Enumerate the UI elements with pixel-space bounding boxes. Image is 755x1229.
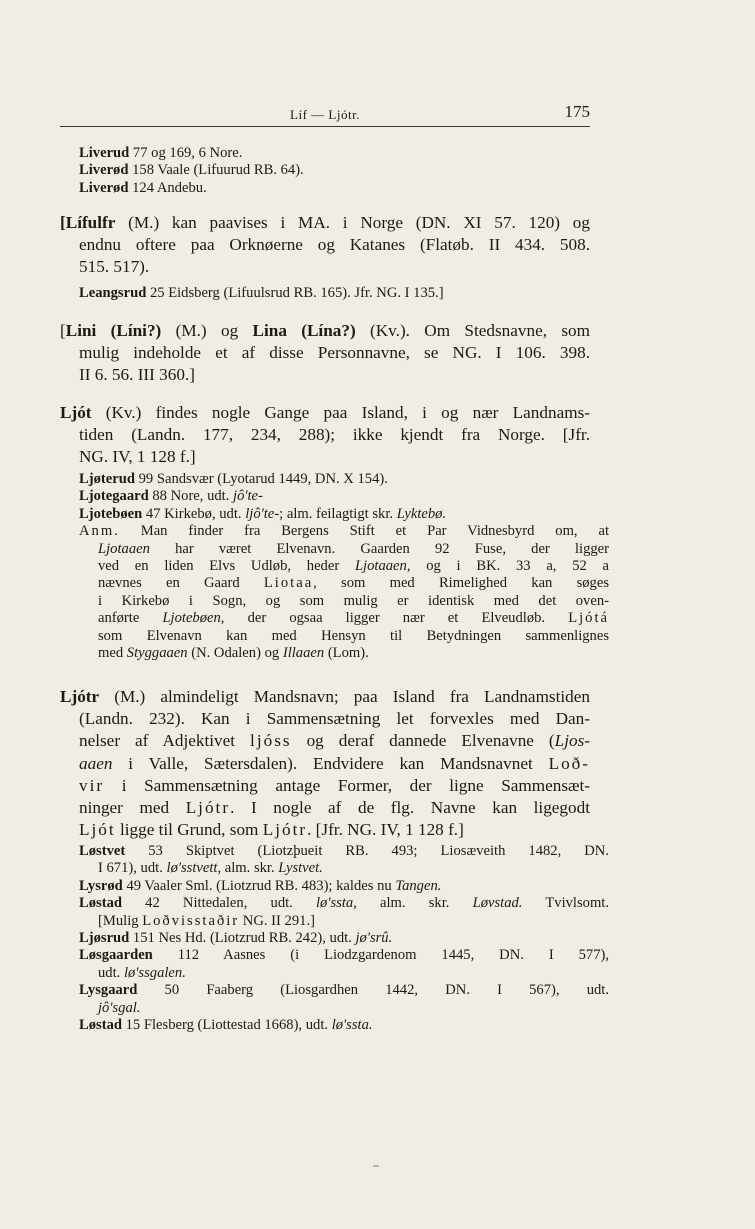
article-lini: [Lini (Líni?) (M.) og Lina (Lína?) (Kv.). Om Stedsnavne, som mulig indeholde et af disse Personnavne, se NG. I 106. 398. II 6. 56. III 360.] [60,321,590,385]
headword-ljotr: Ljótr [60,687,100,706]
entry-liverod-vaale: Liverød 158 Vaale (Lifuurud RB. 64). [79,162,304,179]
headword-ljot: Ljót [60,403,92,422]
entry-liverud: Liverud 77 og 169, 6 Nore. [79,145,243,161]
entry-ljoteboen: Ljotebøen 47 Kirkebø, udt. ljô'te-; alm. feilagtigt skr. Lyktebø. [79,505,447,522]
entry-liverod-andebu: Liverød 124 Andebu. [79,179,207,196]
entry-lostad-nittedalen: Løstad 42 Nittedalen, udt. lø'ssta, alm. skr. Løvstad. Tvivlsomt. [79,895,610,912]
page-header [60,104,590,127]
print-mark [373,1165,379,1167]
entry-ljosrud: Ljøsrud 151 Nes Hd. (Liotzrud RB. 242), udt. jø'srû. [79,930,393,947]
entry-lostvet: Løstvet 53 Skiptvet (Liotzþueit RB. 493; Liosæveith 1482, DN. [79,843,609,859]
entry-lostad-flesberg: Løstad 15 Flesberg (Liottestad 1668), udt. lø'ssta. [79,1017,373,1034]
article-ljot: Ljót (Kv.) findes nogle Gange paa Island, i og nær Landnams- tiden (Landn. 177, 234, 288); ikke kjendt fra Norge. [Jfr. NG. IV, 1 128 f.] [60,403,590,467]
headword-lina: Lina (Lína?) [252,321,356,340]
ljotr-entries: Løstvet 53 Skiptvet (Liotzþueit RB. 493; Liosæveith 1482, DN. I 671), udt. lø'sstvett, alm. skr. Lystvet. Lysrød 49 Vaaler Sml. (Liotzrud RB. 483); kaldes nu Tangen. Løstad 42 Nittedalen, udt. lø'ssta, alm. skr. Løvstad. Tvivlsomt. [Mulig Loðvisstaðir NG. II 291.] Ljøsrud 151 Nes Hd. (Liotzrud RB. 242), udt. jø'srû. Løsgaarden 112 Aasnes (i Liodzgardenom 1445, DN. I 577), udt. lø'ssgalen. Lysgaard 50 Faaberg (Liosgardhen 1442, DN. I 567), udt. jô'sgal. Løstad 15 Flesberg (Liottestad 1668), udt. lø'ssta. [79,843,610,1034]
entry-lysrod: Lysrød 49 Vaaler Sml. (Liotzrud RB. 483); kaldes nu Tangen. [79,877,442,894]
annotation-note: Anm. Man finder fra Bergens Stift et Par Vidnesbyrd om, at Ljotaaen har været Elvenavn. Gaarden 92 Fuse, der ligger ved en liden Elvs Udløb, heder Ljotaaen, og i BK. 33 a, 52 a nævnes en Gaard Liotaa, som med Rimelighed kan søges i Kirkebø i Sogn, og som mulig er identisk med det oven- anførte Ljotebøen, der ogsaa ligger nær et Elveudløb. Ljótá som Elvenavn kan med Hensyn til Betydningen sammenlignes med Styggaaen (N. Odalen) og Illaaen (Lom). [79,523,609,662]
liverud-entries [60,145,609,197]
headword-lini: Lini (Líni?) [65,321,162,340]
page-number: 175 [564,102,590,121]
article-ljotr: Ljótr (M.) almindeligt Mandsnavn; paa Island fra Landnamstiden (Landn. 232). Kan i Sammensætning let forvexles med Dan- nelser af Adjektivet ljóss og deraf dannede Elvenavne (Ljos- aaen i Valle, Sætersdalen). Endvidere kan Mandsnavnet Loð- vir i Sammensætning antage Former, der ligne Sammensæt- ninger med Ljótr. I nogle af de flg. Navne kan ligegodt Ljót ligge til Grund, som Ljótr. [Jfr. NG. IV, 1 128 f.] [60,687,590,840]
article-lifulfr: [Lífulfr (M.) kan paavises i MA. i Norge (DN. XI 57. 120) og endnu oftere paa Orknøerne og Katanes (Flatøb. II 434. 508. 515. 517). [60,213,590,277]
entry-leangsrud: Leangsrud 25 Eidsberg (Lifuulsrud RB. 165). Jfr. NG. I 135.] [79,285,444,301]
entry-ljoterud: Ljøterud 99 Sandsvær (Lyotarud 1449, DN. X 154). [79,471,388,487]
entry-ljotegaard: Ljotegaard 88 Nore, udt. jô'te- [79,488,263,505]
entry-lysgaard: Lysgaard 50 Faaberg (Liosgardhen 1442, DN. I 567), udt. [79,982,609,999]
running-title: Líf — Ljótr. [290,107,360,122]
ljot-entries [60,471,609,662]
headword-lifulfr: [Lífulfr [60,213,116,232]
entry-losgaarden: Løsgaarden 112 Aasnes (i Liodzgardenom 1445, DN. I 577), [79,947,609,964]
